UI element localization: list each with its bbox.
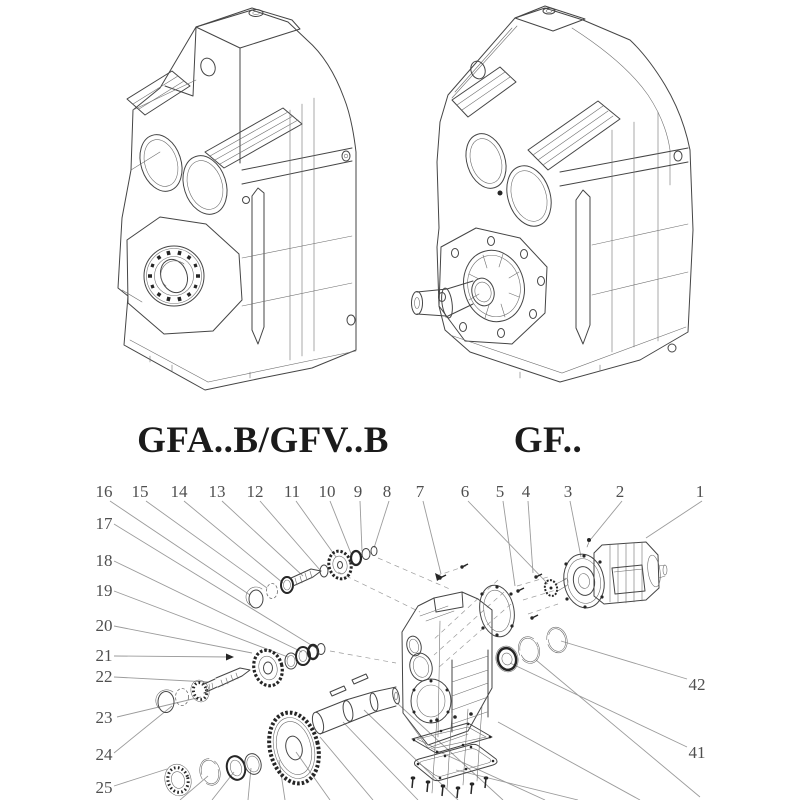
wave-washer [176, 689, 189, 706]
model-label-gf: GF.. [513, 420, 583, 461]
clamp-strip [252, 188, 264, 344]
torque-arm-band [242, 148, 352, 184]
end-cap [158, 692, 174, 713]
assembly-axis-lines [330, 558, 558, 668]
callout-8: 8 [382, 482, 392, 501]
callout-24: 24 [95, 745, 113, 764]
callout-41: 41 [688, 743, 706, 762]
end-cap [249, 590, 263, 608]
callout-42: 42 [688, 675, 706, 694]
housing-bore [405, 635, 424, 658]
adapter-flange [476, 582, 519, 639]
callout-6: 6 [460, 482, 470, 501]
output-flange [439, 228, 548, 344]
clamp-strip [576, 190, 590, 344]
flange-hole [199, 56, 218, 77]
callout-23: 23 [95, 708, 113, 727]
housing-bolts [411, 706, 489, 798]
hollow-shaft-bearing [144, 246, 204, 306]
callout-10: 10 [318, 482, 336, 501]
output-shaft [310, 687, 400, 735]
callout-3: 3 [563, 482, 573, 501]
callout-numbers [96, 482, 706, 797]
intermediate-gear [250, 647, 286, 689]
input-gear [326, 549, 354, 582]
exploded-diagram [96, 482, 706, 800]
input-bore [133, 129, 189, 197]
motor-body [594, 542, 659, 604]
ball-bearing [192, 681, 209, 701]
callout-17: 17 [95, 514, 113, 533]
electric-motor [560, 538, 667, 611]
cooling-fins-upper [452, 67, 516, 117]
snap-ring [544, 625, 570, 655]
callout-14: 14 [170, 482, 188, 501]
ball-bearing [281, 577, 293, 593]
spacer-ring [351, 551, 361, 565]
shaft-key [330, 686, 346, 696]
torque-arm-band [560, 148, 688, 186]
threaded-shaft-end [202, 679, 217, 693]
splined-shaft [216, 668, 250, 687]
leader-arrowhead [226, 654, 234, 661]
callout-18: 18 [95, 551, 113, 570]
callout-19: 19 [95, 581, 113, 600]
housing-output-flange [411, 679, 451, 723]
retaining-ring [362, 549, 370, 560]
model-label-gfab: GFA..B/GFV..B [137, 420, 389, 461]
gearbox-drawing-gf [412, 6, 694, 382]
housing-bore [407, 651, 435, 684]
callout-2: 2 [615, 482, 625, 501]
callout-20: 20 [95, 616, 113, 635]
input-bore [459, 128, 512, 193]
output-shaft-assembly [161, 674, 400, 799]
callout-22: 22 [95, 667, 113, 686]
cooling-fins-main [528, 101, 620, 170]
callout-11: 11 [283, 482, 301, 501]
second-bore [176, 150, 234, 220]
gearbox-drawing-gfab [118, 8, 356, 390]
oil-seal [224, 754, 248, 782]
motor-side-bearing [495, 646, 518, 672]
callout-7: 7 [415, 482, 425, 501]
snap-ring [197, 756, 223, 787]
callout-16: 16 [95, 482, 113, 501]
callout-4: 4 [521, 482, 531, 501]
callout-12: 12 [246, 482, 264, 501]
callout-9: 9 [353, 482, 363, 501]
callout-25: 25 [95, 778, 113, 797]
callout-5: 5 [495, 482, 505, 501]
gearbox-housing [402, 592, 492, 748]
callout-13: 13 [208, 482, 226, 501]
shaft-key [352, 674, 368, 684]
gasket-lower [415, 744, 498, 780]
leader-lines [110, 501, 702, 800]
input-shaft-assembly [246, 546, 377, 608]
second-bore [499, 160, 558, 232]
output-gear [262, 707, 326, 788]
cooling-fins-main [205, 108, 302, 168]
pinion-shaft [291, 569, 321, 586]
callout-21: 21 [95, 646, 113, 665]
callout-1: 1 [695, 482, 705, 501]
wave-washer [267, 584, 278, 599]
top-mount-plate [196, 8, 300, 48]
motor-screw [587, 538, 591, 542]
callout-15: 15 [131, 482, 149, 501]
